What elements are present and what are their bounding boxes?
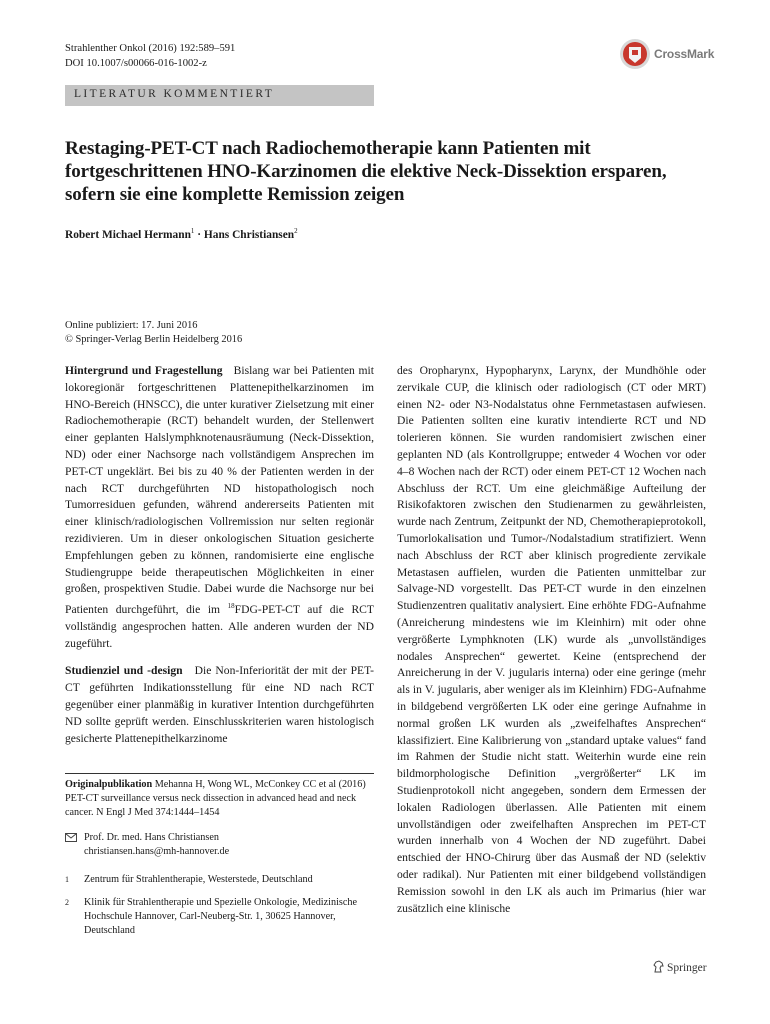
isotope-superscript: 18 (227, 602, 235, 611)
affiliation-2 (65, 896, 374, 937)
journal-citation (65, 41, 235, 71)
affiliation-text: Klinik für Strahlentherapie und Spezielle Onkologie, Medizinische Hochschule Hannover, Carl-Neuberg-Str. 1, 30625 Hannover, Deutschland (84, 897, 358, 936)
copyright-line: © Springer-Verlag Berlin Heidelberg 2016 (65, 334, 243, 345)
paragraph-text: Bislang war bei Patienten mit lokoregionär fortgeschrittenen Plattenepithelkarzinomen im HNO-Bereich (HNSCC), die unter kurativer Zielsetzung mit einer Radiochemotherapie (RCT) behandelt wurden, der Stellenwert einer geplanten Halslymphknotenausräumung (Neck-Dissektion, ND) oder einer Nachsorge nach vollständigem Ansprechen im PET-CT ungeklärt. Bei bis zu 40 % der Patienten werden in der nach RCT durchgeführten ND histopathologisch noch Tumorresiduen gefunden, während andererseits Patienten mit einer klinisch/radiologischen Vollremission nur selten regionär rezidivieren. Um in dieser onkologischen Situation gesicherte Empfehlungen geben zu können, randomisierte eine englische Studiengruppe beide therapeutischen Möglichkeiten in einer großen, prospektiven Studie. Dabei wurde die Nachsorge nur bei Patienten durchgeführt, die im (65, 364, 374, 617)
left-column (65, 363, 374, 747)
corresponding-author-name: Prof. Dr. med. Hans Christiansen (84, 832, 219, 843)
corresponding-author (65, 831, 374, 859)
author-separator: · (194, 228, 204, 241)
original-publication (65, 778, 374, 820)
right-column (397, 363, 706, 917)
paragraph-study-design (65, 663, 374, 747)
crossmark-badge[interactable] (619, 38, 719, 70)
springer-horse-icon (652, 960, 665, 973)
paragraph-text: FDG-PET-CT auf die RCT vollständig angesprochen hatten. Alle anderen wurden der ND zugeführt. (65, 603, 374, 650)
author-affiliation-mark: 2 (294, 227, 298, 235)
author-affiliation-mark: 1 (190, 227, 195, 235)
footnote-block (65, 773, 374, 938)
affiliation-text: Zentrum für Strahlentherapie, Westerstede, Deutschland (84, 873, 313, 885)
original-publication-label: Originalpublikation (65, 779, 153, 790)
paragraph-text: Die Non-Inferiorität der mit der PET-CT geführten Indikationsstellung für eine ND nach RCT gegenüber einer planmäßig in kurativer Intention durchgeführten ND sollte geprüft werden. Einschlusskriterien waren histologisch gesicherte Plattenepithelkarzinome (65, 664, 374, 745)
publisher-logo (652, 960, 707, 974)
corresponding-author-email[interactable]: christiansen.hans@mh-hannover.de (84, 845, 230, 857)
crossmark-label: CrossMark (654, 47, 715, 61)
journal-line: Strahlenther Onkol (2016) 192:589–591 (65, 43, 236, 54)
article-title: Restaging-PET-CT nach Radiochemotherapie kann Patienten mit fortgeschrittenen HNO-Karzinomen die elektive Neck-Dissektion ersparen, sofern sie eine komplette Remission zeigen (65, 138, 667, 205)
author-name: Robert Michael Hermann (65, 228, 191, 241)
section-heading: Hintergrund und Fragestellung (65, 364, 223, 377)
author-line (65, 227, 298, 241)
doi-line[interactable]: DOI 10.1007/s00066-016-1002-z (65, 58, 207, 69)
publication-date: Online publiziert: 17. Juni 2016 (65, 320, 198, 331)
paragraph-text: des Oropharynx, Hypopharynx, Larynx, der Mundhöhle oder zervikale CUP, die klinisch oder radiologisch (CT oder MRT) einen N2- oder N3-Nodalstatus ohne Fernmetastasen aufwiesen. Die Patienten sollten eine kurativ intendierte RCT und ND tolerieren können. Sie wurden randomisiert zwischen einer geplanten ND (als Kontrollgruppe; entweder 4 Wochen vor oder 4–8 Wochen nach der RCT) oder einem PET-CT 12 Wochen nach Abschluss der RCT. Um eine gleichmäßige Aufteilung der Risikofaktoren zwischen den Studienarmen zu gewährleisten, wurde nach Zentrum, Zeitpunkt der ND, Chemotherapieprotokoll, Tumorlokalisation und Tumor-/Nodalstadium stratifiziert. Wenn nach Abschluss der RCT aber klinisch progrediente zervikale Metastasen auffielen, wurden die Patienten unmittelbar zur Salvage-ND vorgestellt. Das PET-CT wurde in den einzelnen Studienzentren qualitativ analysiert. Eine erhöhte FDG-Aufnahme (Anreicherung mindestens wie im Kleinhirn) mit oder ohne vergrößerte Lymphknoten (LK) wurde als „unvollständiges nodales Ansprechen“ gewertet. Keine (entsprechend der Anreicherung in der V. jugularis interna) oder eine geringe (mehr als in V. jugularis, aber weniger als im Kleinhirn) FDG-Aufnahme in bildgebend vergrößerten LK oder eine geringe Aufnahme in normal großen LK wurden als „zweifelhaftes Ansprechen“ klassifiziert. Eine Kalibrierung von „standard uptake values“ fand im Rahmen der Studie nicht statt. Weiterhin wurde eine rein bildmorphologische Definition „vergrößerter“ LK im Studienprotokoll nicht angegeben, sondern dem Ermessen der lokalen Radiologen überlassen. Alle Patienten mit einem unvollständigen oder zweifelhaften Ansprechen im PET-CT wurden innerhalb von 4 Wochen der ND zugeführt. Dabei entschied der HNO-Chirurg über das Ausmaß der ND (selektiv oder radikal). Nur Patienten mit einer bildgebend vollständigen Remission sowohl in den LK als auch im Primarius (hier war zusätzlich eine klinische (397, 364, 706, 915)
publication-info (65, 319, 242, 347)
publisher-name: Springer (667, 962, 707, 974)
author-name: Hans Christiansen (203, 228, 295, 241)
original-publication-reference: Mehanna H, Wong WL, McConkey CC et al (2016) PET-CT surveillance versus neck dissection in advanced head and neck cancer. N Engl J Med 374:1444–1454 (65, 779, 366, 818)
section-heading: Studienziel und -design (65, 664, 183, 678)
section-banner (65, 85, 374, 106)
affiliation-1 (65, 873, 374, 887)
envelope-icon (65, 833, 77, 842)
affiliation-number: 2 (65, 898, 69, 908)
paragraph-background (65, 363, 374, 652)
affiliation-number: 1 (65, 874, 69, 884)
crossmark-logo-icon (619, 38, 651, 70)
section-label: LITERATUR KOMMENTIERT (74, 88, 275, 100)
